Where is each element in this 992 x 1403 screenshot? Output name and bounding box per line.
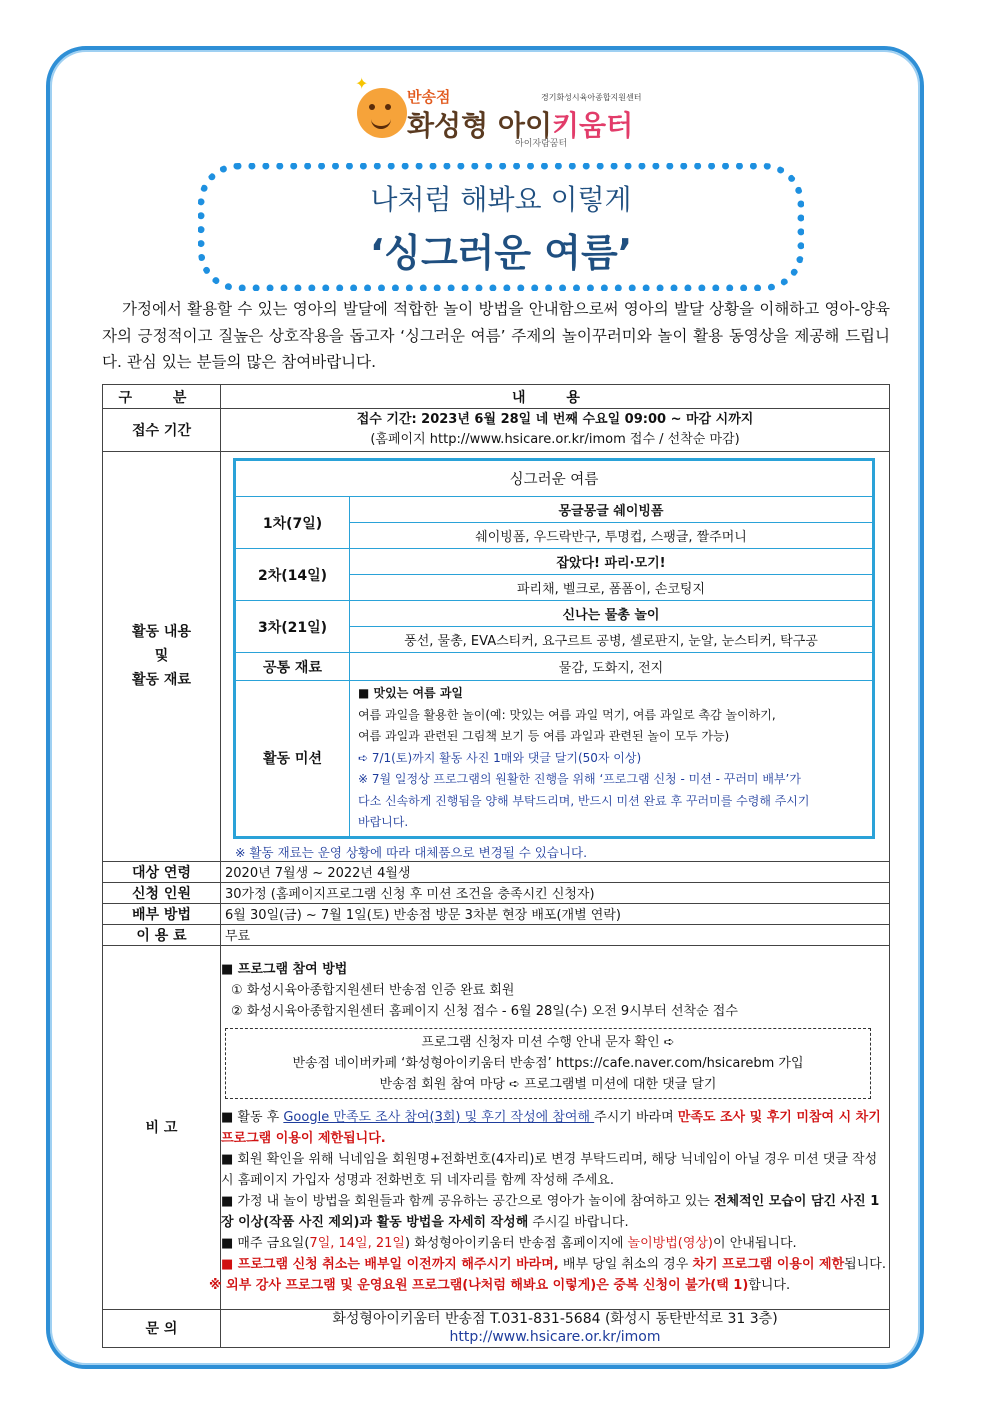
head-label: 구 분 [103, 385, 221, 409]
target-value: 2020년 7월생 ~ 2022년 4월생 [221, 861, 890, 882]
mission-line4: ※ 7월 일정상 프로그램의 원활한 진행을 위해 ‘프로그램 신청 - 미션 - 꾸러미 배부’가 [358, 772, 801, 786]
mission-line5: 다소 신속하게 진행됨을 양해 부탁드리며, 반드시 미션 완료 후 꾸러미를 수령해 주시기 [358, 793, 810, 808]
round1-title: 몽글몽글 쉐이빙폼 [350, 497, 873, 523]
b6-b: 합니다. [748, 1277, 791, 1293]
dist-label: 배부 방법 [103, 903, 221, 924]
mission-line6: 바랍니다. [358, 815, 409, 829]
box-line1: 프로그램 신청자 미션 수행 안내 문자 확인 ➪ [421, 1034, 675, 1050]
activity-label-1: 활동 내용 [132, 624, 191, 641]
round1-label: 1차(7일) [236, 497, 350, 549]
b4-e: 이 안내됩니다. [713, 1235, 797, 1251]
b5-d: 됩니다. [844, 1256, 886, 1272]
head-content: 내 용 [221, 385, 890, 409]
fee-label: 이 용 료 [103, 924, 221, 945]
method-title: ■ 프로그램 참여 방법 [221, 961, 348, 977]
round3-materials: 풍선, 물총, EVA스티커, 요구르트 공병, 셀로판지, 눈알, 눈스티커, 탁구공 [350, 627, 873, 653]
method-1: ① 화성시육아종합지원센터 반송점 인증 완료 회원 [231, 982, 515, 998]
method-2: ② 화성시육아종합지원센터 홈페이지 신청 접수 - 6월 28일(수) 오전 9시부터 선착순 접수 [231, 1003, 738, 1019]
b1-a: ■ 활동 후 [221, 1109, 284, 1125]
dist-value: 6월 30일(금) ~ 7월 1일(토) 반송점 방문 3차분 현장 배포(개별 연락) [221, 903, 890, 924]
info-table [102, 384, 890, 1348]
box-line2: 반송점 네이버카페 ‘화성형아이키움터 반송점’ https://cafe.naver.com/hsicarebm 가입 [292, 1055, 804, 1071]
activity-note: ※ 활동 재료는 운영 상황에 따라 대체품으로 변경될 수 있습니다. [235, 844, 588, 860]
logo-name-part2: 키움터 [552, 109, 634, 142]
smiley-face-icon [357, 88, 407, 138]
activity-theme: 싱그러운 여름 [236, 461, 873, 497]
remark-bullet-3 [221, 1191, 889, 1233]
b1-b: Google 만족도 조사 참여(3회) 및 후기 작성에 참여해 [283, 1109, 595, 1125]
title-line2: ‘싱그러운 여름’ [369, 231, 633, 275]
activity-label-2: 및 [154, 648, 169, 665]
period-label: 접수 기간 [103, 409, 221, 452]
fee-value: 무료 [221, 924, 890, 945]
activity-label-3: 활동 재료 [132, 672, 191, 689]
b1-d: 만족도 조사 및 후기 미참여 시 차기 프로그램 이용이 제한됩니다. [221, 1109, 881, 1146]
remark-bullet-2: ■ 회원 확인을 위해 닉네임을 회원명+전화번호(4자리)로 변경 부탁드리며, 해당 닉네임이 아닐 경우 미션 댓글 작성 시 홈페이지 가입자 성명과 전화번호 뒤 네자리를 함께 작성해 주세요. [221, 1151, 878, 1188]
round3-title: 신나는 물총 놀이 [350, 601, 873, 627]
round2-title: 잡았다! 파리·모기! [350, 549, 873, 575]
round3-label: 3차(21일) [236, 601, 350, 653]
b4-a: ■ 매주 금요일( [221, 1235, 310, 1251]
b1-c: 주시기 바라며 [594, 1109, 678, 1125]
target-label: 대상 연령 [103, 861, 221, 882]
contact-line1: 화성형아이키움터 반송점 T.031-831-5684 (화성시 동탄반석로 31 3층) [332, 1311, 778, 1327]
b4-c: ) 화성형아이키움터 반송점 홈페이지에 [404, 1235, 628, 1251]
period-line2: (홈페이지 http://www.hsicare.or.kr/imom 접수 / 선착순 마감) [370, 432, 740, 447]
people-label: 신청 인원 [103, 882, 221, 903]
mission-guide-box [225, 1028, 871, 1099]
intro-paragraph: 가정에서 활용할 수 있는 영아의 발달에 적합한 놀이 방법을 안내함으로써 영아의 발달 상황을 이해하고 영아-양육자의 긍정적이고 질높은 상호작용을 돕고자 ‘싱그러운 여름’ 주제의 놀이꾸러미와 놀이 활용 동영상을 제공해 드립니다. 관심 있는 분들의 많은 참여바랍니다. [102, 300, 890, 371]
remark-bullet-6 [209, 1275, 889, 1296]
contact-label: 문 의 [103, 1309, 221, 1347]
b3-a: ■ 가정 내 놀이 방법을 회원들과 함께 공유하는 공간으로 영아가 놀이에 참여하고 있는 [221, 1193, 714, 1209]
round1-materials: 쉐이빙폼, 우드락반구, 투명컵, 스팽글, 짤주머니 [350, 523, 873, 549]
mission-title: ■ 맛있는 여름 과일 [358, 686, 464, 700]
mission-line2: 여름 과일과 관련된 그림책 보기 등 여름 과일과 관련된 놀이 모두 가능) [358, 729, 730, 743]
b4-b: 7일, 14일, 21일 [309, 1235, 405, 1251]
contact-url[interactable]: http://www.hsicare.or.kr/imom [449, 1329, 661, 1345]
logo [355, 74, 645, 150]
logo-tagline: 아이자람꿈터 [515, 139, 568, 149]
title-line1: 나처럼 해봐요 이렇게 [370, 183, 632, 216]
b5-a: ■ 프로그램 신청 취소는 배부일 이전까지 해주시기 바라며, [221, 1256, 559, 1272]
round2-materials: 파리채, 벨크로, 폼폼이, 손코팅지 [350, 575, 873, 601]
remark-bullet-5 [221, 1254, 889, 1275]
b6-a: ※ 외부 강사 프로그램 및 운영요원 프로그램(나처럼 해봐요 이렇게)은 중복 신청이 불가(택 1) [209, 1277, 749, 1293]
period-line1: 접수 기간: 2023년 6월 28일 네 번째 수요일 09:00 ~ 마감 시까지 [356, 412, 754, 427]
star-icon: ✦ [355, 74, 369, 93]
common-value: 물감, 도화지, 전지 [350, 653, 873, 681]
b3-c: 주시길 바랍니다. [528, 1214, 629, 1230]
logo-name-part1: 화성형 아이 [407, 109, 552, 142]
logo-branch: 반송점 [407, 88, 451, 106]
mission-label: 활동 미션 [236, 681, 350, 837]
remarks-label: 비 고 [103, 945, 221, 1309]
remark-bullet-1 [221, 1107, 889, 1149]
b5-b: 배부 당일 취소의 경우 [558, 1256, 693, 1272]
activity-box [233, 458, 875, 839]
box-line3: 반송점 회원 참여 마당 ➪ 프로그램별 미션에 대한 댓글 달기 [379, 1076, 717, 1092]
mission-line3: ➪ 7/1(토)까지 활동 사진 1매와 댓글 달기(50자 이상) [358, 750, 642, 765]
logo-center-name: 경기화성시육아종합지원센터 [541, 93, 642, 102]
b4-d: 놀이방법(영상) [627, 1235, 714, 1251]
b5-c: 차기 프로그램 이용이 제한 [692, 1256, 845, 1272]
round2-label: 2차(14일) [236, 549, 350, 601]
remark-bullet-4 [221, 1233, 889, 1254]
common-label: 공통 재료 [236, 653, 350, 681]
people-value: 30가정 (홈페이지프로그램 신청 후 미션 조건을 충족시킨 신청자) [221, 882, 890, 903]
mission-line1: 여름 과일을 활용한 놀이(예: 맛있는 여름 과일 먹기, 여름 과일로 촉감 놀이하기, [358, 707, 776, 722]
b3-b: 전체적인 모습이 담긴 사진 1장 이상(작품 사진 제외)과 활동 방법을 자세히 작성해 [221, 1193, 880, 1230]
